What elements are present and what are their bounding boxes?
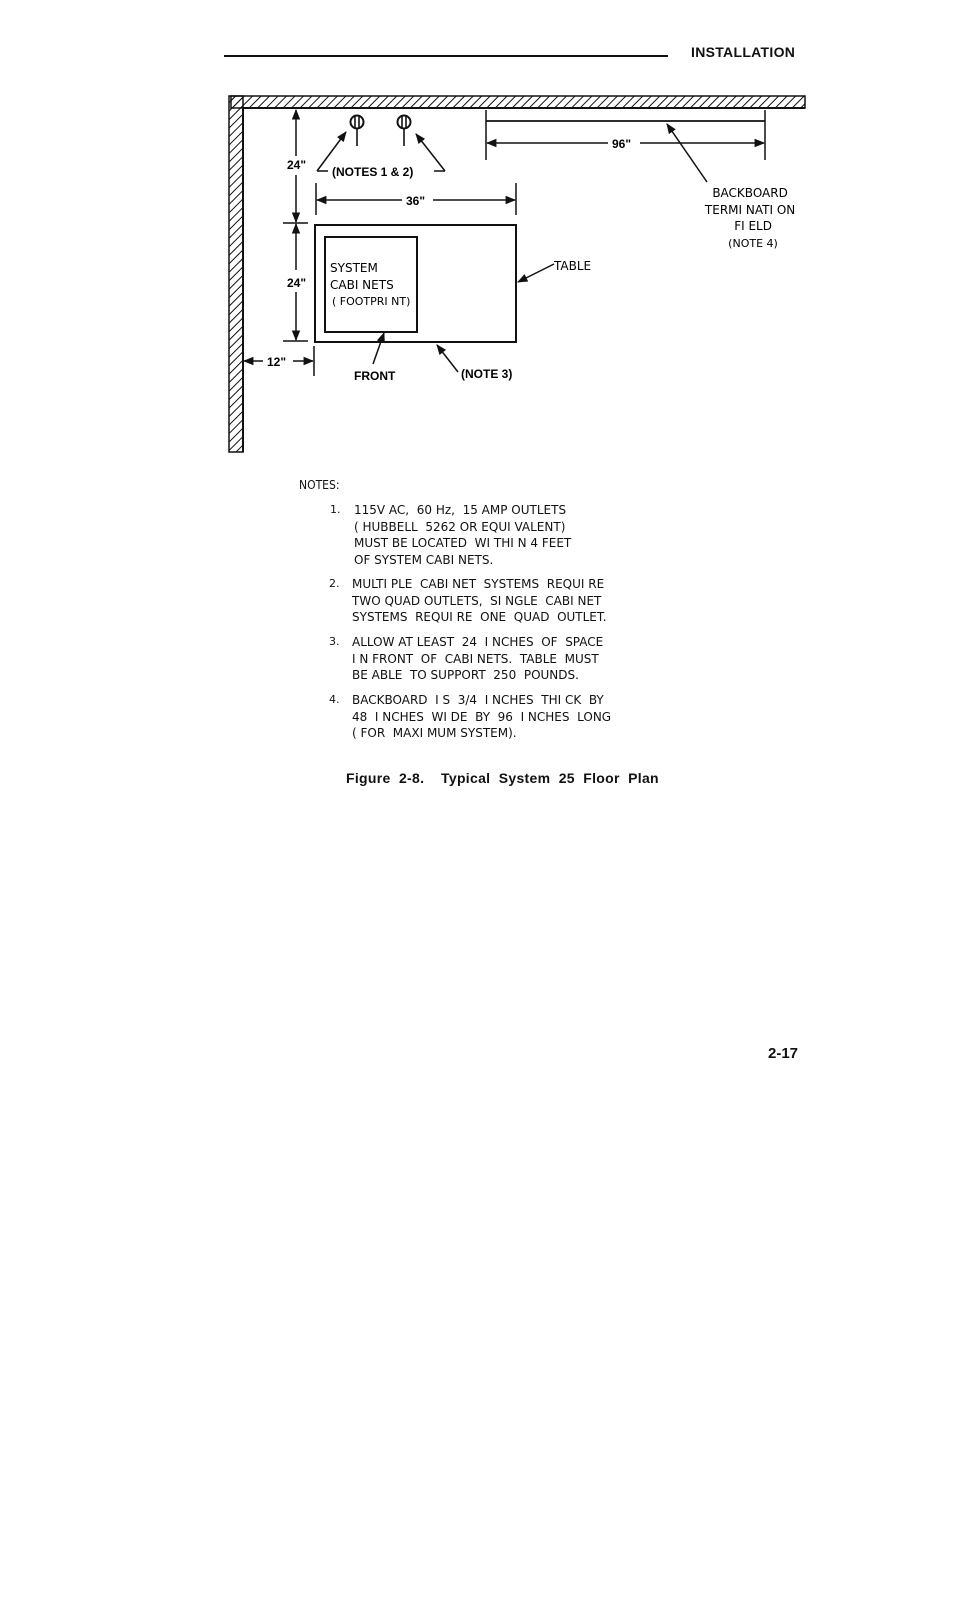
figure-caption: Figure 2-8. Typical System 25 Floor Plan xyxy=(346,770,659,786)
note-number: 1. xyxy=(330,503,341,516)
note-text: MULTI PLE CABI NET SYSTEMS REQUI RE TWO QUAD OUTLETS, SI NGLE CABI NET SYSTEMS REQUI RE ONE QUAD OUTLET. xyxy=(352,577,607,624)
dim-24-bottom-label: 24" xyxy=(287,276,307,290)
table-label: TABLE xyxy=(554,259,592,273)
backboard-line: (NOTE 4) xyxy=(728,237,778,250)
floor-plan-diagram xyxy=(0,0,979,470)
cabinet-label xyxy=(330,261,410,308)
backboard-line: FI ELD xyxy=(734,219,772,233)
note-number: 4. xyxy=(329,693,340,706)
notes-1-2-label: (NOTES 1 & 2) xyxy=(332,165,414,179)
note-text: 115V AC, 60 Hz, 15 AMP OUTLETS ( HUBBELL 5262 OR EQUI VALENT) MUST BE LOCATED WI THI N 4 FEET OF SYSTEM CABI NETS. xyxy=(354,503,572,567)
dim-36-label: 36" xyxy=(406,194,426,208)
backboard-label xyxy=(704,186,799,250)
note-number: 3. xyxy=(329,635,340,648)
cabinet-line: SYSTEM xyxy=(330,261,378,275)
backboard-line: BACKBOARD xyxy=(712,186,788,200)
cabinet-line: ( FOOTPRI NT) xyxy=(332,295,411,308)
front-label: FRONT xyxy=(354,369,396,383)
dim-96-label: 96" xyxy=(612,137,632,151)
note-number: 2. xyxy=(329,577,340,590)
note-text: BACKBOARD I S 3/4 I NCHES THI CK BY 48 I NCHES WI DE BY 96 I NCHES LONG ( FOR MAXI MUM SYSTEM). xyxy=(352,693,612,740)
dim-24-top-label: 24" xyxy=(287,158,307,172)
note-text: ALLOW AT LEAST 24 I NCHES OF SPACE I N FRONT OF CABI NETS. TABLE MUST BE ABLE TO SUPPORT 250 POUNDS. xyxy=(352,635,604,682)
section-title: INSTALLATION xyxy=(691,44,796,60)
note-3-label: (NOTE 3) xyxy=(461,367,513,381)
page-number: 2-17 xyxy=(768,1045,799,1062)
outlet-icon xyxy=(398,116,411,147)
outlet-icon xyxy=(351,116,364,147)
notes-heading: NOTES: xyxy=(299,478,340,492)
cabinet-line: CABI NETS xyxy=(330,278,394,292)
dim-12-label: 12" xyxy=(267,355,287,369)
backboard-line: TERMI NATI ON xyxy=(704,203,796,217)
